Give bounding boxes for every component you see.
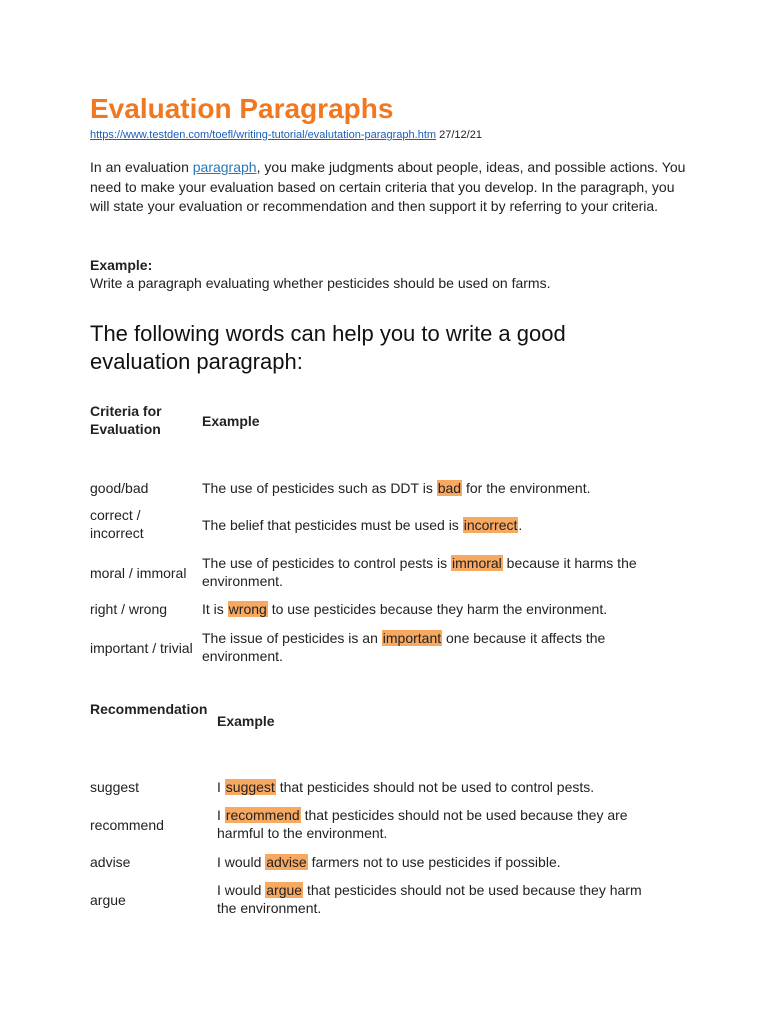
criteria-header: Criteria for Evaluation [90, 403, 162, 437]
highlighted-word: incorrect [463, 517, 518, 533]
highlighted-word: immoral [452, 555, 502, 571]
highlighted-word: important [382, 630, 442, 646]
recommendation-header: Recommendation [90, 701, 208, 717]
example-text-pre: The issue of pesticides is an [202, 630, 382, 646]
intro-text-after: , you make judgments about people, ideas, and possible actions. You need to make your evaluation based on certain criteria that you develop. In the paragraph, you will state your evaluation or recommendation and then support it by referring to your criteria. [90, 159, 686, 214]
criteria-example-header: Example [202, 413, 260, 429]
paragraph-link[interactable]: paragraph [192, 159, 257, 175]
criteria-term: important / trivial [90, 640, 193, 656]
example-text-post: to use pesticides because they harm the environment. [267, 601, 608, 617]
criteria-example [202, 554, 652, 590]
criteria-term: correct / incorrect [90, 507, 144, 541]
highlighted-word: advise [266, 854, 307, 870]
highlighted-word: suggest [225, 779, 275, 795]
recommendation-example [217, 853, 657, 871]
example-text-pre: I [217, 779, 225, 795]
highlighted-word: wrong [228, 601, 267, 617]
example-text-pre: The use of pesticides such as DDT is [202, 480, 437, 496]
highlighted-word: bad [437, 480, 462, 496]
page-title: Evaluation Paragraphs [90, 93, 394, 124]
example-text-pre: I would [217, 882, 266, 898]
recommendation-term: suggest [90, 779, 140, 795]
example-label: Example: [90, 257, 153, 273]
example-text-pre: It is [202, 601, 228, 617]
example-text-post: . [518, 517, 523, 533]
criteria-example [202, 600, 672, 618]
example-text-post: farmers not to use pesticides if possible. [307, 854, 561, 870]
example-text-pre: I [217, 807, 225, 823]
recommendation-term: recommend [90, 817, 164, 833]
criteria-term: right / wrong [90, 601, 168, 617]
recommendation-example [217, 806, 637, 842]
example-text-pre: The belief that pesticides must be used is [202, 517, 463, 533]
recommendation-example-header: Example [217, 713, 275, 729]
recommendation-term: argue [90, 892, 126, 908]
source-date: 27/12/21 [439, 129, 482, 141]
example-text-pre: I would [217, 854, 266, 870]
example-text-pre: The use of pesticides to control pests is [202, 555, 452, 571]
criteria-term: good/bad [90, 480, 149, 496]
intro-paragraph [90, 158, 690, 217]
example-text-post: one because it affects the environment. [202, 630, 606, 664]
example-text-post: for the environment. [462, 480, 591, 496]
section-subheading: The following words can help you to write a good evaluation paragraph: [90, 321, 566, 374]
recommendation-example [217, 778, 657, 796]
example-text: Write a paragraph evaluating whether pesticides should be used on farms. [90, 275, 551, 291]
recommendation-example [217, 881, 647, 917]
source-link[interactable]: https://www.testden.com/toefl/writing-tutorial/evalutation-paragraph.htm [90, 129, 437, 141]
highlighted-word: argue [266, 882, 303, 898]
criteria-example [202, 516, 662, 534]
source-line [90, 128, 482, 142]
example-text-post: that pesticides should not be used because they harm the environment. [217, 882, 642, 916]
highlighted-word: recommend [225, 807, 300, 823]
intro-text-before: In an evaluation [90, 159, 193, 175]
criteria-example [202, 479, 662, 497]
criteria-example [202, 629, 652, 665]
example-text-post: that pesticides should not be used to control pests. [275, 779, 595, 795]
criteria-term: moral / immoral [90, 565, 187, 581]
example-text-post: that pesticides should not be used because they are harmful to the environment. [217, 807, 628, 841]
example-text-post: because it harms the environment. [202, 555, 637, 589]
recommendation-term: advise [90, 854, 131, 870]
